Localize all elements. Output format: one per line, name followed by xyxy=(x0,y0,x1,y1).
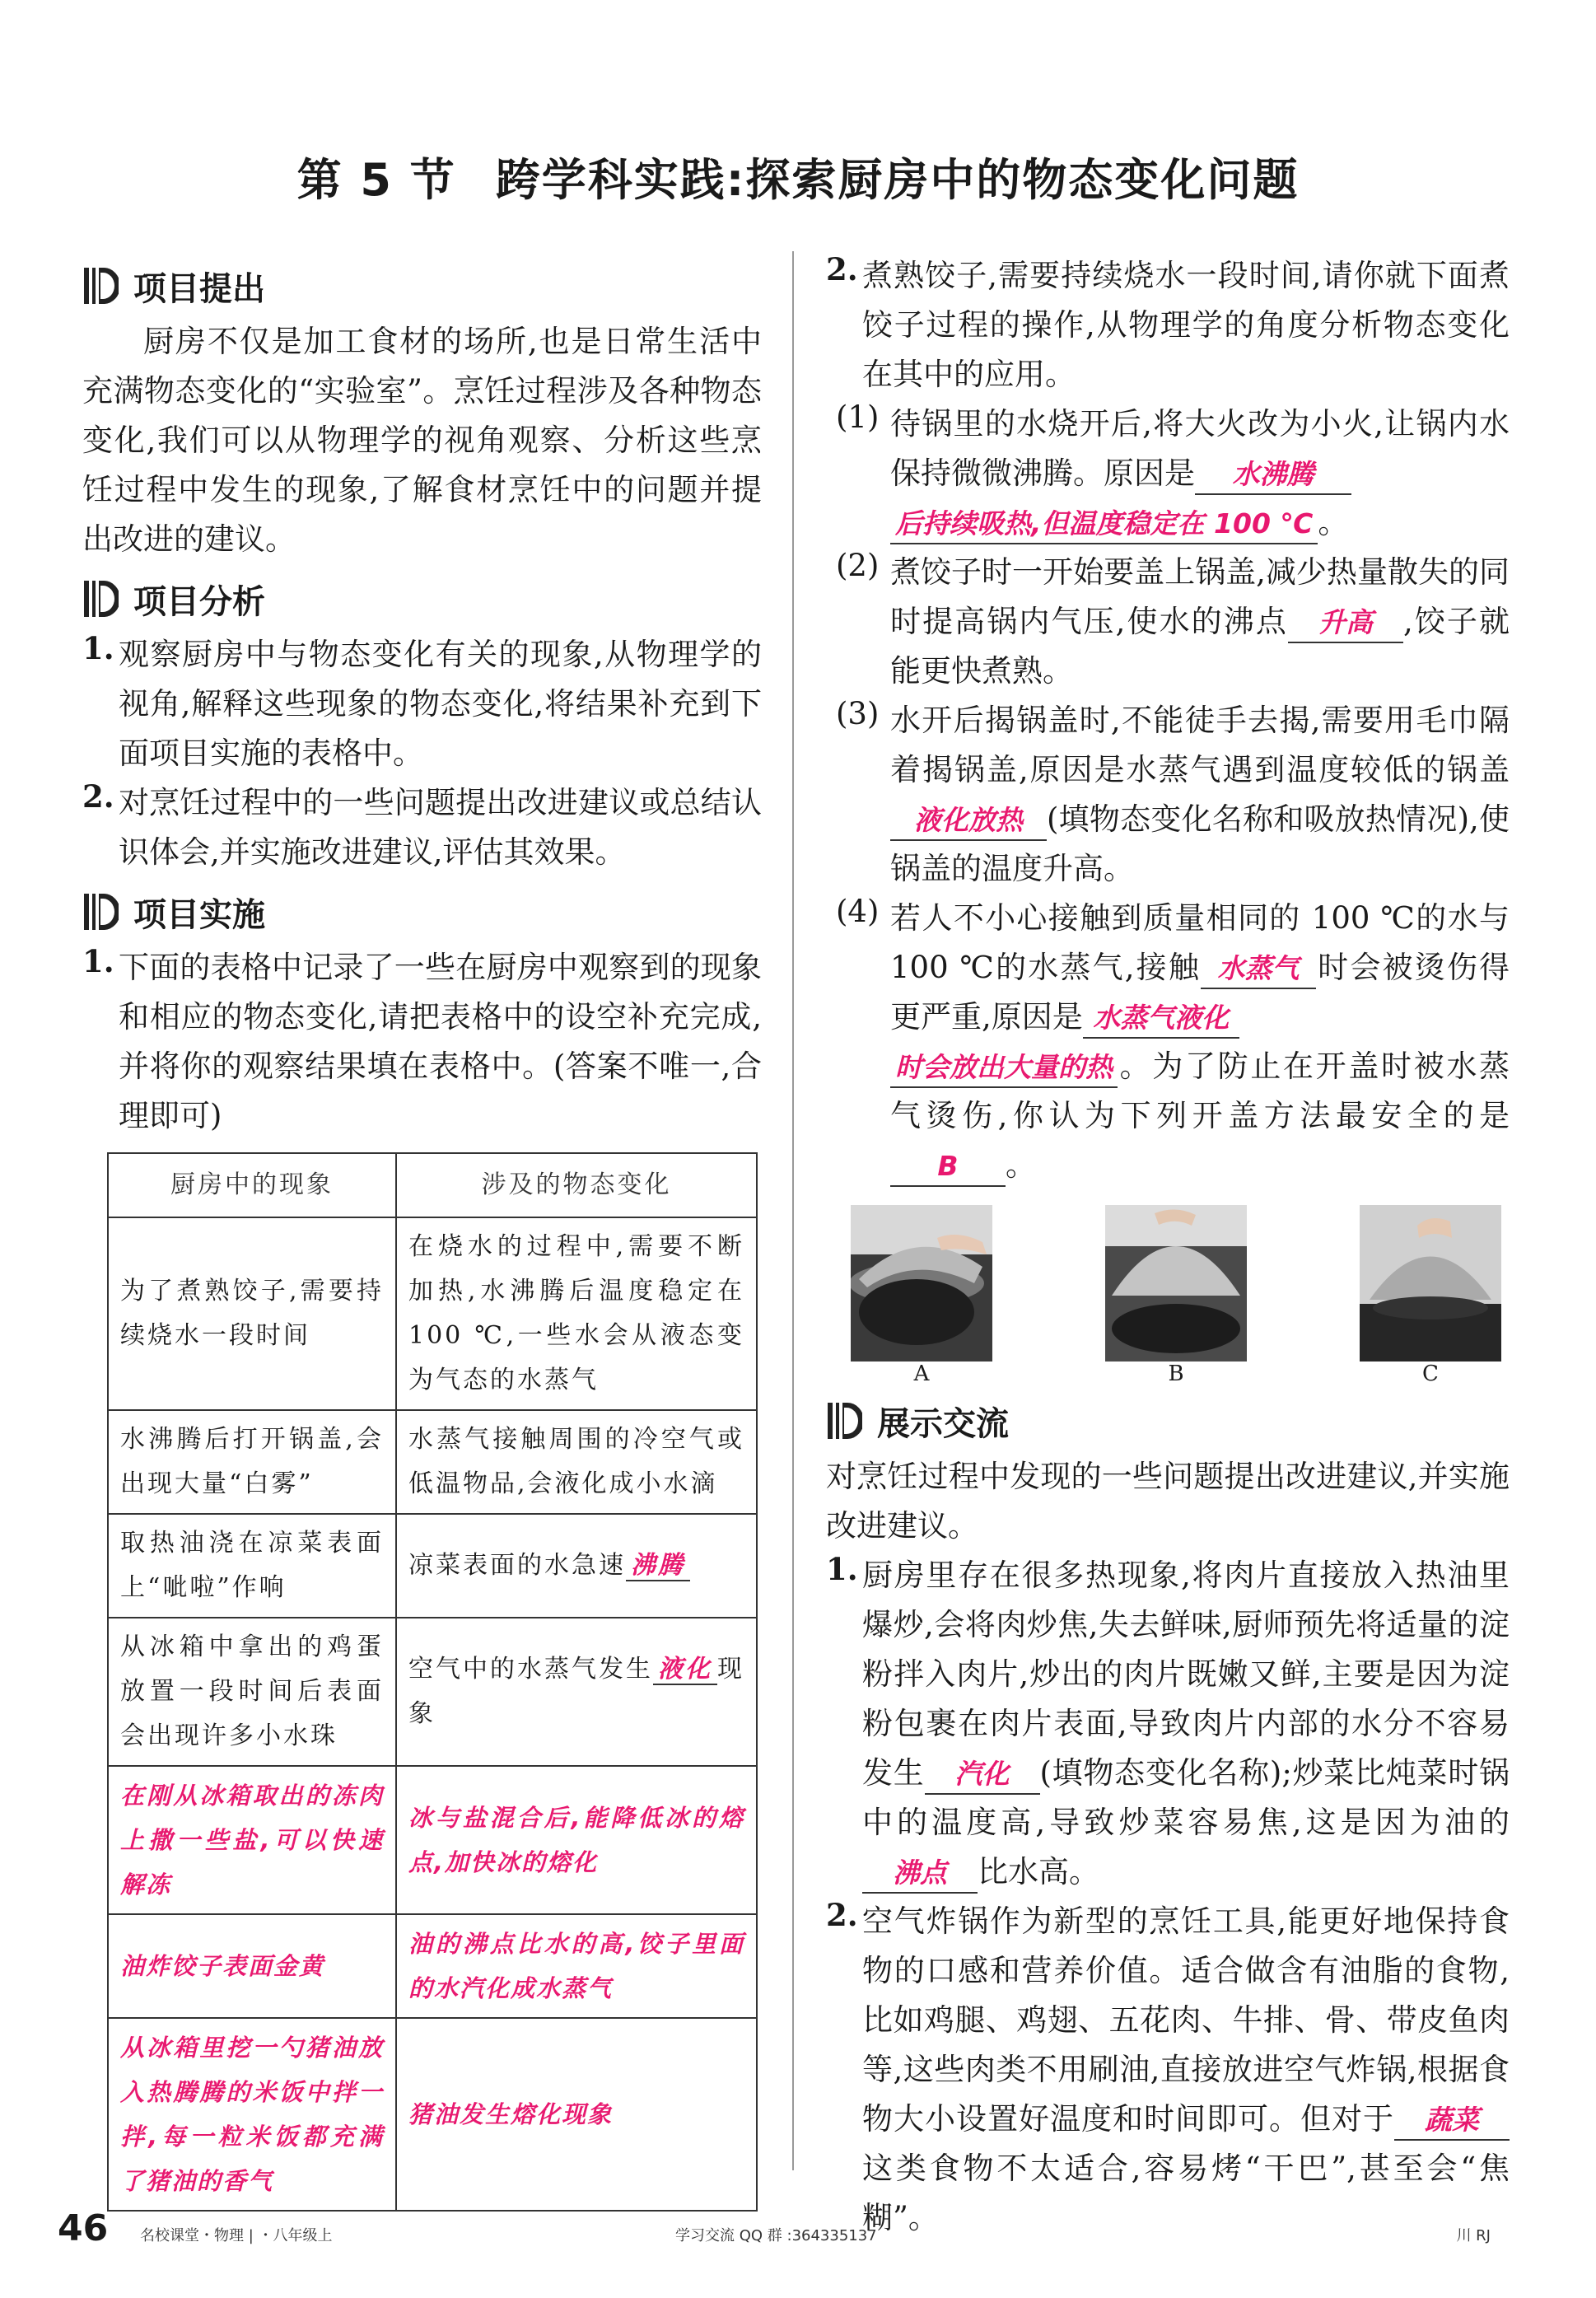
observation-table xyxy=(107,1152,758,2212)
heading-analysis: 项目分析 xyxy=(82,576,762,622)
exchange-item-1: 1. 厨房里存在很多热现象,将肉片直接放入热油里爆炒,会将肉炒焦,失去鲜味,厨师预先将适量的淀粉拌入肉片,炒出的肉片既嫩又鲜,主要是因为淀粉包裹在肉片表面,导致肉片内部的水分不容易发生 汽化 (填物态变化名称);炒菜比炖菜时锅中的温度高,导致炒菜容易焦,这是因为油的沸点 比水高。 xyxy=(826,1551,1510,1897)
table-row: 从冰箱中拿出的鸡蛋放置一段时间后表面会出现许多小水珠 空气中的水蒸气发生 液化 现象 xyxy=(108,1618,757,1766)
table-row: 从冰箱里挖一勺猪油放入热腾腾的米饭中拌一拌,每一粒米饭都充满了猪油的香气 猪油发生熔化现象 xyxy=(108,2018,757,2211)
pot-lid-photo xyxy=(1105,1205,1247,1362)
table-row: 取热油浇在凉菜表面上“呲啦”作响 凉菜表面的水急速 沸腾 xyxy=(108,1514,757,1618)
implementation-item-1: 1. 下面的表格中记录了一些在厨房中观察到的现象和相应的物态变化,请把表格中的设空补充完成,并将你的观察结果填在表格中。(答案不唯一,合理即可) xyxy=(82,943,762,1133)
answer-blank: 蔬菜 xyxy=(1394,2101,1510,2141)
exchange-item-2: 2. 空气炸锅作为新型的烹饪工具,能更好地保持食物的口感和营养价值。适合做含有油脂的食物,比如鸡腿、鸡翅、五花肉、牛排、骨、带皮鱼肉等,这些肉类不用刷油,直接放进空气炸锅,根据食物大小设置好温度和时间即可。但对于 蔬菜这类食物不太适合,容易烤“干巴”,甚至会“焦糊”。 xyxy=(826,1897,1510,2235)
analysis-item-2: 2. 对烹饪过程中的一些问题提出改进建议或总结认识体会,并实施改进建议,评估其效果。 xyxy=(82,778,762,870)
answer-blank: 时会放出大量的热 xyxy=(890,1049,1118,1088)
section-marker-icon xyxy=(82,579,119,619)
answer-blank: B xyxy=(890,1147,1006,1187)
page-number: 46 xyxy=(58,2207,109,2249)
sub-question-3: (3) 水开后揭锅盖时,不能徒手去揭,需要用毛巾隔着揭锅盖,原因是水蒸气遇到温度较低的锅盖液化放热 (填物态变化名称和吸放热情况),使锅盖的温度升高。 xyxy=(836,696,1510,886)
analysis-item-1: 1. 观察厨房中与物态变化有关的现象,从物理学的视角,解释这些现象的物态变化,将结果补充到下面项目实施的表格中。 xyxy=(82,630,762,771)
photo-c: C xyxy=(1360,1205,1501,1386)
question-2: 2. 煮熟饺子,需要持续烧水一段时间,请你就下面煮饺子过程的操作,从物理学的角度分析物态变化在其中的应用。 xyxy=(826,251,1510,392)
sub-question-4: (4) 若人不小心接触到质量相同的 100 ℃的水与 100 ℃的水蒸气,接触 水蒸气 时会被烫伤得更严重,原因是 水蒸气液化 时会放出大量的热 。为了防止在开盖时被水蒸气烫伤,你认为下列开盖方法最安全的是B 。 xyxy=(836,894,1510,1190)
heading-proposal: 项目提出 xyxy=(82,263,762,309)
lid-opening-photos xyxy=(851,1205,1501,1386)
footer-book-title: 名校课堂・物理 | ・八年级上 xyxy=(140,2227,333,2244)
answer-blank: 升高 xyxy=(1288,604,1403,643)
section-marker-icon xyxy=(82,266,119,306)
proposal-paragraph: 厨房不仅是加工食材的场所,也是日常生活中充满物态变化的“实验室”。烹饪过程涉及各种物态变化,我们可以从物理学的视角观察、分析这些烹饪过程中发生的现象,了解食材烹饪中的问题并提出改进的建议。 xyxy=(82,324,762,557)
section-heading: 跨学科实践:探索厨房中的物态变化问题 xyxy=(495,154,1300,206)
pot-lid-photo xyxy=(851,1205,992,1362)
column-divider xyxy=(792,251,794,2170)
right-column xyxy=(826,251,1510,2243)
table-row: 在刚从冰箱取出的冻肉上撒一些盐,可以快速解冻 冰与盐混合后,能降低冰的熔点,加快冰的熔化 xyxy=(108,1766,757,1914)
table-row: 为了煮熟饺子,需要持续烧水一段时间 在烧水的过程中,需要不断加热,水沸腾后温度稳定在 100 ℃,一些水会从液态变为气态的水蒸气 xyxy=(108,1217,757,1410)
footer-qq-group: 学习交流 QQ 群 :364335137 xyxy=(675,2227,877,2244)
answer-blank: 水蒸气液化 xyxy=(1083,999,1239,1039)
pot-lid-photo xyxy=(1360,1205,1501,1362)
table-row: 油炸饺子表面金黄 油的沸点比水的高,饺子里面的水汽化成水蒸气 xyxy=(108,1914,757,2018)
sub-question-2: (2) 煮饺子时一开始要盖上锅盖,减少热量散失的同时提高锅内气压,使水的沸点 升高 ,饺子就能更快煮熟。 xyxy=(836,548,1510,689)
answer-blank: 液化 xyxy=(653,1655,717,1685)
answer-blank: 水蒸气 xyxy=(1201,950,1316,989)
table-row: 水沸腾后打开锅盖,会出现大量“白雾” 水蒸气接触周围的冷空气或低温物品,会液化成小水滴 xyxy=(108,1410,757,1514)
heading-implementation: 项目实施 xyxy=(82,889,762,935)
left-column xyxy=(82,251,762,2212)
section-marker-icon xyxy=(82,892,119,932)
exchange-intro: 对烹饪过程中发现的一些问题提出改进建议,并实施改进建议。 xyxy=(826,1459,1510,1544)
page-footer xyxy=(58,2207,1540,2249)
answer-blank: 沸腾 xyxy=(626,1551,690,1581)
footer-edition: 川 RJ xyxy=(1456,2227,1491,2244)
section-title xyxy=(0,145,1596,208)
heading-exchange: 展示交流 xyxy=(826,1398,1510,1444)
answer-blank: 水沸腾 xyxy=(1195,455,1351,495)
sub-question-1: (1) 待锅里的水烧开后,将大火改为小火,让锅内水保持微微沸腾。原因是 水沸腾 后持续吸热,但温度稳定在 100 ℃ 。 xyxy=(836,399,1510,548)
answer-blank: 沸点 xyxy=(862,1854,978,1894)
answer-blank: 汽化 xyxy=(925,1755,1040,1795)
photo-b: B xyxy=(1105,1205,1247,1386)
section-number: 第 5 节 xyxy=(296,154,456,206)
table-header: 涉及的物态变化 xyxy=(396,1153,757,1217)
answer-blank: 后持续吸热,但温度稳定在 100 ℃ xyxy=(890,505,1318,544)
table-header-row xyxy=(108,1153,757,1217)
section-marker-icon xyxy=(826,1401,862,1441)
photo-a: A xyxy=(851,1205,992,1386)
table-header: 厨房中的现象 xyxy=(108,1153,396,1217)
answer-blank: 液化放热 xyxy=(890,801,1047,841)
